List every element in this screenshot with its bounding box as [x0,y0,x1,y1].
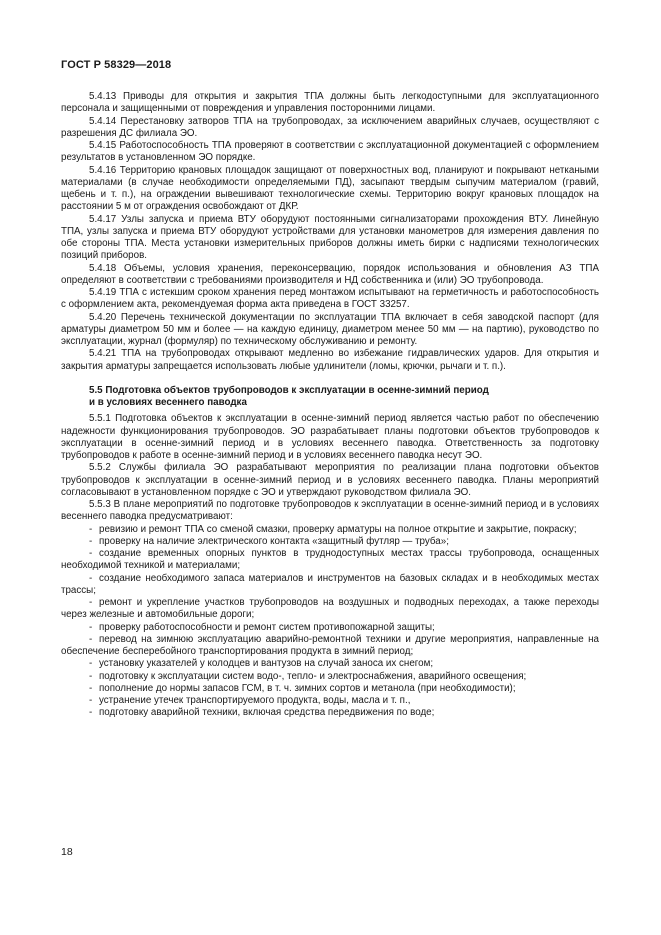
paragraph: 5.4.21 ТПА на трубопроводах открывают медленно во избежание гидравлических ударов. Для открытия и закрытия арматуры запрещается использовать любые удлинители (ломы, крючки, рычаги и т. п.). [61,348,599,372]
list-item-text: подготовку аварийной техники, включая средства передвижения по воде; [99,707,435,719]
list-item-text: проверку работоспособности и ремонт систем противопожарной защиты; [99,621,435,633]
list-item [61,634,599,659]
list-dash: - [89,535,93,547]
list-item-text: проверку на наличие электрического контакта «защитный футляр — труба»; [99,535,449,547]
list-dash: - [89,695,93,706]
paragraph: 5.4.14 Перестановку затворов ТПА на трубопроводах, за исключением аварийных случаев, осуществляют с разрешения ДС филиала ЭО. [61,115,599,139]
list-item-text: перевод на зимнюю эксплуатацию аварийно-ремонтной техники и другие мероприятия, направленные на обеспечение бесперебойного транспортирования продукта в зимний период; [61,633,599,657]
page-number: 18 [61,846,73,858]
paragraph: 5.4.19 ТПА с истекшим сроком хранения перед монтажом испытывают на герметичность и работоспособность с оформлением акта, рекомендуемая форма акта приведена в ГОСТ 33257. [61,287,599,311]
paragraph: 5.4.18 Объемы, условия хранения, переконсервацию, порядок использования и обновления АЗ ТПА определяют в соответствии с требованиями производителя и НД собственника и (или) ЭО трубопровода. [61,262,599,286]
list-dash: - [89,597,93,608]
list-item [61,707,599,719]
list-item-text: создание временных опорных пунктов в труднодоступных местах трассы трубопровода, оснащенных необходимой техникой и материалами; [61,548,599,572]
list-dash: - [89,670,93,682]
paragraph: 5.4.17 Узлы запуска и приема ВТУ оборудуют постоянными сигнализаторами прохождения ВТУ. Линейную ТПА, узлы запуска и приема ВТУ оборудуют устройствами для установки манометров для измерения давления по обе стороны ТПА. Места установки измерительных приборов должны иметь бирки с надписями технологических позиций приборов. [61,213,599,262]
list-dash: - [89,707,93,719]
document-header: ГОСТ Р 58329—2018 [61,59,172,71]
paragraph: 5.5.1 Подготовка объектов к эксплуатации в осенне-зимний период является частью работ по обеспечению надежности функционирования трубопроводов. ЭО разрабатывает планы подготовки объектов трубопроводов к эксплуатации в осенне-зимний период и в условиях весеннего паводка. Ответственность за подготовку трубопроводов к работе в осенне-зимний период и в условиях весеннего паводка несут ЭО. [61,413,599,461]
paragraph: 5.4.13 Приводы для открытия и закрытия ТПА должны быть легкодоступными для эксплуатационного персонала и защищенными от повреждения и управления посторонними лицами. [61,91,599,115]
list-dash: - [89,548,93,559]
list-dash: - [89,621,93,633]
list-item [61,658,599,670]
paragraph: 5.4.16 Территорию крановых площадок защищают от поверхностных вод, планируют и покрывают неткаными материалами (в случае необходимости определяемыми ПД), засыпают твердым сыпучим материалом (гравий, щебень и т. п.), на ограждении вывешивают технологические схемы. Территорию вокруг крановых площадок на расстоянии 5 м от ограждения освобождают от ДКР. [61,164,599,213]
list-item [61,695,599,707]
list-item-text: создание необходимого запаса материалов и инструментов на базовых складах и в необходимых местах трассы; [61,572,599,596]
paragraph: 5.5.3 В плане мероприятий по подготовке трубопроводов к эксплуатации в осенне-зимний период и в условиях весеннего паводка предусматривают: [61,499,599,523]
list-item [61,548,599,573]
measures-list [61,524,599,720]
list-item [61,573,599,598]
paragraph: 5.4.20 Перечень технической документации по эксплуатации ТПА включает в себя заводской паспорт (для арматуры диаметром 50 мм и более — на каждую единицу, диаметром менее 50 мм — на партию), руководство по эксплуатации, журнал (формуляр) по техническому обслуживанию и ремонту. [61,311,599,347]
list-item-text: подготовку к эксплуатации систем водо-, тепло- и электроснабжения, аварийного освещения; [99,670,527,682]
section-heading-line: и в условиях весеннего паводка [89,397,247,408]
list-item-text: ревизию и ремонт ТПА со сменой смазки, проверку арматуры на полное открытие и закрытие, покраску; [99,523,577,535]
list-dash: - [89,523,93,535]
paragraph: 5.5.2 Службы филиала ЭО разрабатывают мероприятия по реализации плана подготовки объектов трубопроводов к эксплуатации в осенне-зимний период и в условиях весеннего паводка. Планы мероприятий согласовывают в установленном порядке с ЭО и утверждают руководством филиала ЭО. [61,462,599,498]
list-item-text: установку указателей у колодцев и вантузов на случай заноса их снегом; [99,658,434,670]
list-item [61,683,599,695]
list-item [61,524,599,536]
list-dash: - [89,682,93,694]
list-item [61,671,599,683]
list-dash: - [89,658,93,670]
list-item [61,536,599,548]
document-body [61,91,599,720]
list-item-text: пополнение до нормы запасов ГСМ, в т. ч. зимних сортов и метанола (при необходимости); [99,682,516,694]
list-dash: - [89,572,93,584]
section-heading [61,385,599,410]
list-item [61,622,599,634]
list-item [61,597,599,622]
list-item-text: устранение утечек транспортируемого продукта, воды, масла и т. п., [99,695,411,706]
section-heading-line: 5.5 Подготовка объектов трубопроводов к эксплуатации в осенне-зимний период [89,384,489,396]
list-item-text: ремонт и укрепление участков трубопроводов на воздушных и подводных переходах, а также переходы через железные и автомобильные дороги; [61,597,599,621]
paragraph: 5.4.15 Работоспособность ТПА проверяют в соответствии с эксплуатационной документацией с оформлением результатов в установленном ЭО порядке. [61,140,599,164]
list-dash: - [89,633,93,645]
